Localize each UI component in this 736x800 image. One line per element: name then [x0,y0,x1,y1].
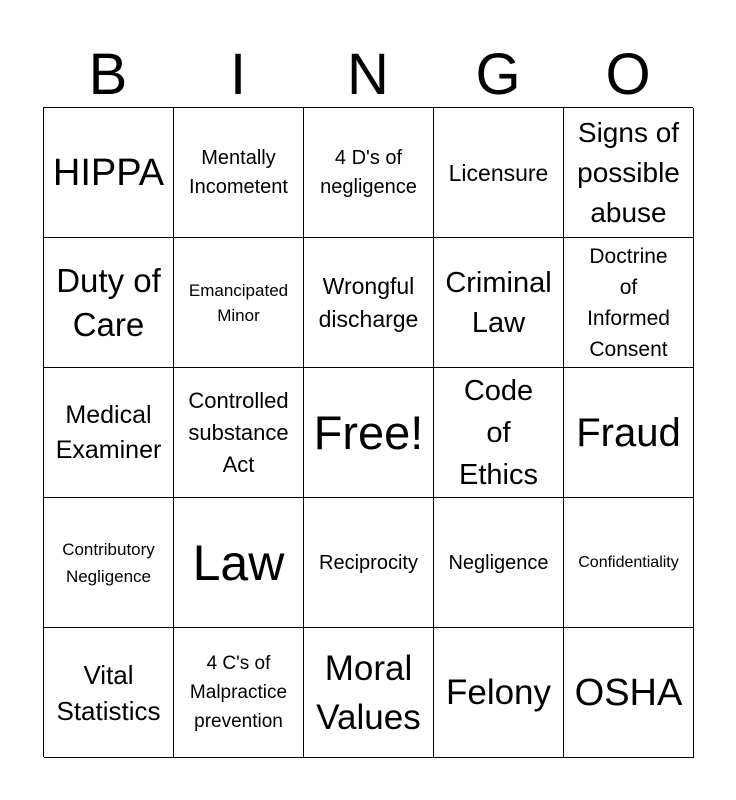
header-letter-o: O [605,42,651,107]
free-space-text: Free! [313,405,424,459]
cell-text: Negligence [448,551,549,574]
cell-text: Signs of possible abuse [577,116,680,228]
bingo-cell[interactable] [174,238,304,368]
bingo-cell[interactable] [564,368,694,498]
cell-text: Law [192,534,285,591]
bingo-cell[interactable] [304,238,434,368]
cell-text: Moral Values [316,648,421,737]
bingo-cell[interactable] [564,498,694,628]
header-letter-g: G [475,42,521,107]
bingo-cell[interactable] [564,238,694,368]
bingo-cell[interactable] [304,108,434,238]
bingo-header [43,44,693,106]
cell-text: OSHA [574,671,683,714]
cell-text: Fraud [576,410,681,455]
bingo-cell[interactable] [434,238,564,368]
cell-text: Confidentiality [578,553,679,571]
bingo-cell[interactable] [304,498,434,628]
header-letter-b: B [88,42,128,107]
bingo-cell[interactable] [44,498,174,628]
bingo-cell[interactable] [44,628,174,758]
cell-text: Reciprocity [319,551,418,574]
cell-text: 4 C's of Malpractice prevention [189,653,288,732]
cell-text: Duty of Care [56,261,161,343]
cell-text: Contributory Negligence [62,539,155,586]
cell-text: Felony [445,672,552,712]
cell-text: Controlled substance Act [188,387,289,477]
bingo-cell[interactable] [434,368,564,498]
header-letter-i: I [229,42,247,107]
cell-text: Code of Ethics [459,374,538,491]
bingo-cell[interactable] [44,238,174,368]
cell-text: Criminal Law [445,266,552,339]
header-letter-n: N [347,42,389,107]
bingo-cell[interactable] [174,628,304,758]
cell-text: Licensure [448,159,549,186]
bingo-cell free-space[interactable] [304,368,434,498]
bingo-cell[interactable] [564,628,694,758]
bingo-board [43,107,693,757]
bingo-cell[interactable] [304,628,434,758]
cell-text: Medical Examiner [55,400,162,464]
cell-text: Doctrine of Informed Consent [587,244,670,361]
bingo-cell[interactable] [564,108,694,238]
bingo-cell[interactable] [174,498,304,628]
bingo-cell[interactable] [434,628,564,758]
cell-text: Mentally Incometent [189,146,288,198]
bingo-cell[interactable] [434,108,564,238]
bingo-cell[interactable] [434,498,564,628]
cell-text: Wrongful discharge [318,272,419,332]
cell-text: 4 D's of negligence [320,146,417,198]
bingo-cell[interactable] [44,108,174,238]
cell-text: Emancipated Minor [188,280,289,325]
bingo-cell[interactable] [174,108,304,238]
cell-text: HIPPA [52,151,165,194]
cell-text: Vital Statistics [56,659,161,726]
bingo-cell[interactable] [44,368,174,498]
bingo-cell[interactable] [174,368,304,498]
